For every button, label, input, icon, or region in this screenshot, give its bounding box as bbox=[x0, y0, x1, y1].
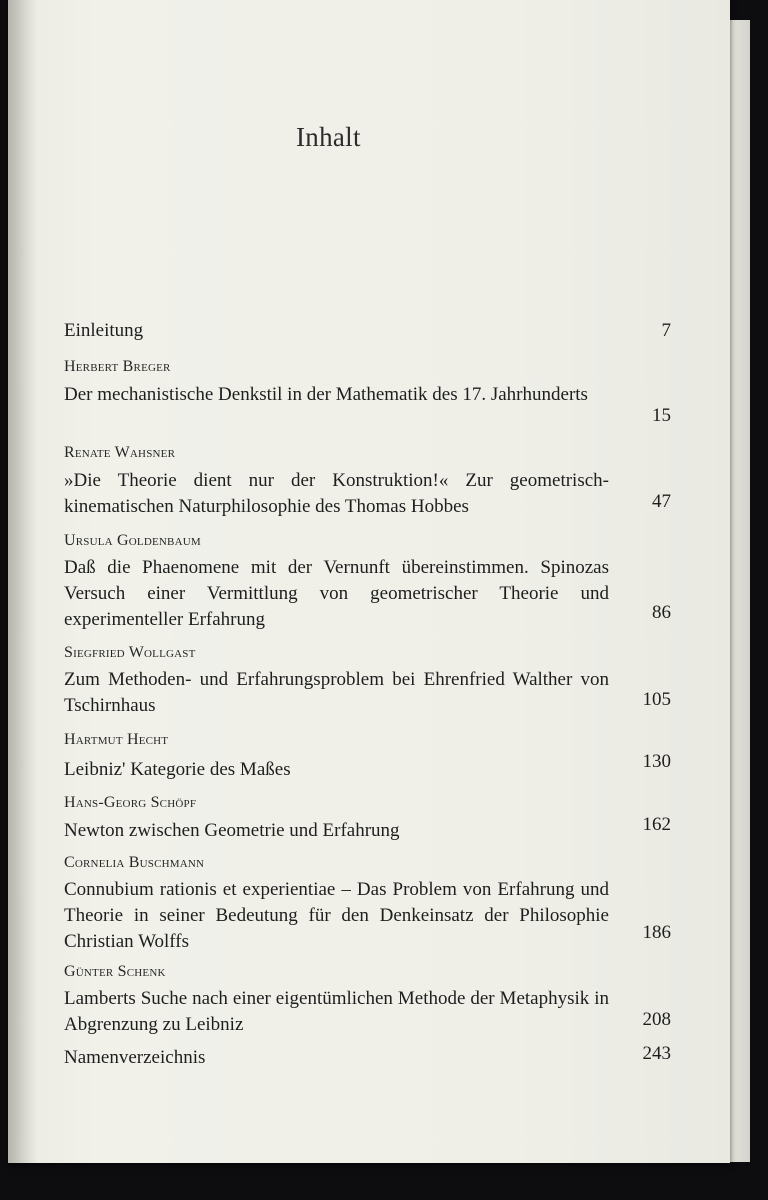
toc-entry-author: Hartmut Hecht bbox=[64, 731, 169, 748]
toc-entry-title: Namenverzeichnis bbox=[64, 1047, 206, 1068]
page-edge bbox=[728, 20, 750, 1162]
toc-entry-page: 130 bbox=[642, 751, 671, 772]
toc-entry-page: 208 bbox=[642, 1009, 671, 1030]
toc-entry-author: Siegfried Wollgast bbox=[64, 644, 196, 661]
toc-entry-page: 243 bbox=[642, 1043, 671, 1064]
toc-entry-author: Cornelia Buschmann bbox=[64, 854, 205, 871]
toc-entry-title: Daß die Phaenomene mit der Vernunft übereinstimmen. Spinozas Versuch einer Vermittlung von geometrischer Theorie und experimenteller Erfahrung bbox=[64, 557, 609, 630]
toc-entry-page: 86 bbox=[652, 602, 671, 623]
toc-entry-title: Der mechanistische Denkstil in der Mathematik des 17. Jahrhunderts bbox=[64, 384, 588, 405]
toc-entry-title: Einleitung bbox=[64, 320, 144, 341]
toc-entry-page: 186 bbox=[642, 922, 671, 943]
toc-entry-author: Ursula Goldenbaum bbox=[64, 532, 201, 549]
toc-entry-page: 162 bbox=[642, 814, 671, 835]
toc-entry-title: Lamberts Suche nach einer eigentümlichen Methode der Metaphysik in Abgrenzung zu Leibniz bbox=[64, 988, 609, 1035]
toc-entry-title: Newton zwischen Geometrie und Erfahrung bbox=[64, 820, 400, 841]
toc-entry-title: Connubium rationis et experientiae – Das Problem von Erfahrung und Theorie in seiner Bedeutung für den Denkeinsatz der Philosophie Christian Wolffs bbox=[64, 879, 609, 952]
page-title: Inhalt bbox=[296, 122, 361, 152]
toc-entry-author: Hans-Georg Schöpf bbox=[64, 794, 197, 811]
toc-entry-author: Herbert Breger bbox=[64, 358, 171, 375]
toc-entry-title: Zum Methoden- und Erfahrungsproblem bei Ehrenfried Walther von Tschirnhaus bbox=[64, 669, 609, 716]
toc-entry-title: Leibniz' Kategorie des Maßes bbox=[64, 759, 291, 780]
toc-entry-author: Günter Schenk bbox=[64, 963, 166, 980]
toc-entry-page: 15 bbox=[652, 405, 671, 426]
toc-entry-author: Renate Wahsner bbox=[64, 444, 176, 461]
page-gutter-shadow bbox=[8, 0, 38, 1163]
toc-entry-page: 105 bbox=[642, 689, 671, 710]
toc-entry-title: »Die Theorie dient nur der Konstruktion!« Zur geometrisch-kinematischen Naturphilosophie des Thomas Hobbes bbox=[64, 470, 609, 517]
toc-entry-page: 47 bbox=[652, 491, 671, 512]
toc-entry-page: 7 bbox=[661, 320, 671, 341]
